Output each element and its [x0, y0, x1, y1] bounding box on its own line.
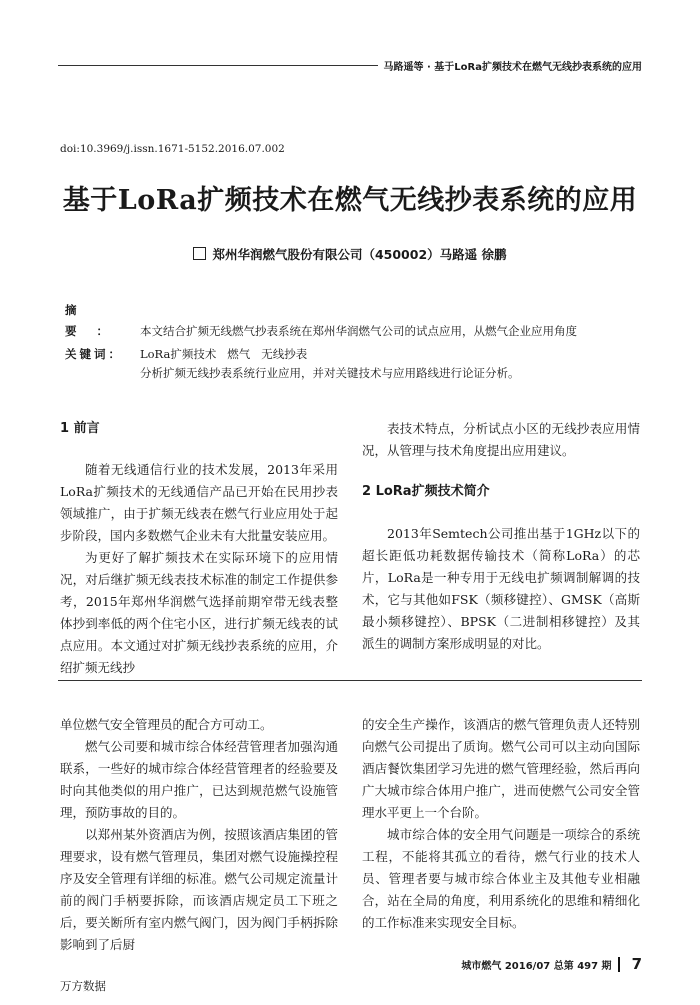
- section-divider: [58, 680, 642, 681]
- journal-info: 城市燃气 2016/07 总第 497 期: [461, 961, 612, 972]
- paragraph: 城市综合体的安全用气问题是一项综合的系统工程，不能将其孤立的看待，燃气行业的技术人员、管理者要与城市综合体业主及其他专业相融合，站在全局的角度，利用系统化的思维和精细化的工作标准来实现安全目标。: [362, 827, 640, 930]
- lower-right-column: [362, 714, 640, 934]
- page-footer: [461, 955, 642, 973]
- watermark: 万方数据: [60, 979, 106, 993]
- authors-line: [0, 245, 700, 263]
- upper-left-column: [60, 418, 338, 679]
- paragraph: 的安全生产操作，该酒店的燃气管理负责人还特别向燃气公司提出了质询。燃气公司可以主动向国际酒店餐饮集团学习先进的燃气管理经验，然后再向广大城市综合体用户推广，进而使燃气公司安全管理水平更上一个台阶。: [362, 717, 640, 820]
- section-1-heading: 1 前言: [60, 421, 100, 436]
- paragraph: 表技术特点，分析试点小区的无线抄表应用情况，从管理与技术角度提出应用建议。: [362, 421, 640, 458]
- keywords-label: 关键词：: [65, 347, 123, 361]
- paper-title: 基于LoRa扩频技术在燃气无线抄表系统的应用: [62, 185, 638, 216]
- abstract-label: 摘要：: [65, 303, 128, 338]
- running-title: 马路遥等 · 基于LoRa扩频技术在燃气无线抄表系统的应用: [378, 58, 642, 73]
- paragraph: 2013年Semtech公司推出基于1GHz以下的超长距低功耗数据传输技术（简称LoRa）的芯片，LoRa是一种专用于无线电扩频调制解调的技术，它与其他如FSK（频移键控）、GMSK（高斯最小频移键控）、BPSK（二进制相移键控）及其派生的调制方案形成明显的对比。: [362, 526, 640, 651]
- keywords: [65, 344, 307, 365]
- abstract: [65, 300, 577, 384]
- paragraph: 为更好了解扩频技术在实际环境下的应用情况，对后继扩频无线表技术标准的制定工作提供参考，2015年郑州华润燃气选择前期窄带无线表整体抄到率低的两个住宅小区，进行扩频无线表的试点应用。本文通过对扩频无线抄表系统的应用，介绍扩频无线抄: [60, 550, 338, 675]
- page-number: 7: [631, 955, 642, 973]
- paragraph: 单位燃气安全管理员的配合方可动工。: [60, 717, 273, 732]
- abstract-line-1: 本文结合扩频无线燃气抄表系统在郑州华润燃气公司的试点应用，从燃气企业应用角度: [140, 324, 577, 338]
- footer-divider: [618, 957, 620, 972]
- doi[interactable]: doi:10.3969/j.issn.1671-5152.2016.07.002: [60, 143, 285, 155]
- abstract-line-2: 分析扩频无线抄表系统行业应用，并对关键技术与应用路线进行论证分析。: [140, 366, 520, 380]
- section-2-heading: 2 LoRa扩频技术简介: [362, 484, 490, 499]
- keywords-text: LoRa扩频技术 燃气 无线抄表: [140, 347, 308, 361]
- authors: 郑州华润燃气股份有限公司（450002）马路遥 徐鹏: [212, 247, 507, 262]
- paragraph: 以郑州某外资酒店为例，按照该酒店集团的管理要求，设有燃气管理员，集团对燃气设施操控程序及安全管理有详细的标准。燃气公司规定流量计前的阀门手柄要拆除，而该酒店规定员工下班之后，要关断所有室内燃气阀门，因为阀门手柄拆除影响到了后厨: [60, 827, 338, 952]
- paragraph: 燃气公司要和城市综合体经营管理者加强沟通联系，一些好的城市综合体经营管理者的经验要及时向其他类似的用户推广，已达到规范燃气设施管理，预防事故的目的。: [60, 739, 338, 820]
- checkbox-square-icon: [193, 247, 206, 260]
- upper-right-column: [362, 418, 640, 655]
- paragraph: 随着无线通信行业的技术发展，2013年采用LoRa扩频技术的无线通信产品已开始在民用抄表领域推广，由于扩频无线表在燃气行业应用处于起步阶段，国内多数燃气企业未有大批量安装应用。: [60, 462, 338, 543]
- lower-left-column: [60, 714, 338, 956]
